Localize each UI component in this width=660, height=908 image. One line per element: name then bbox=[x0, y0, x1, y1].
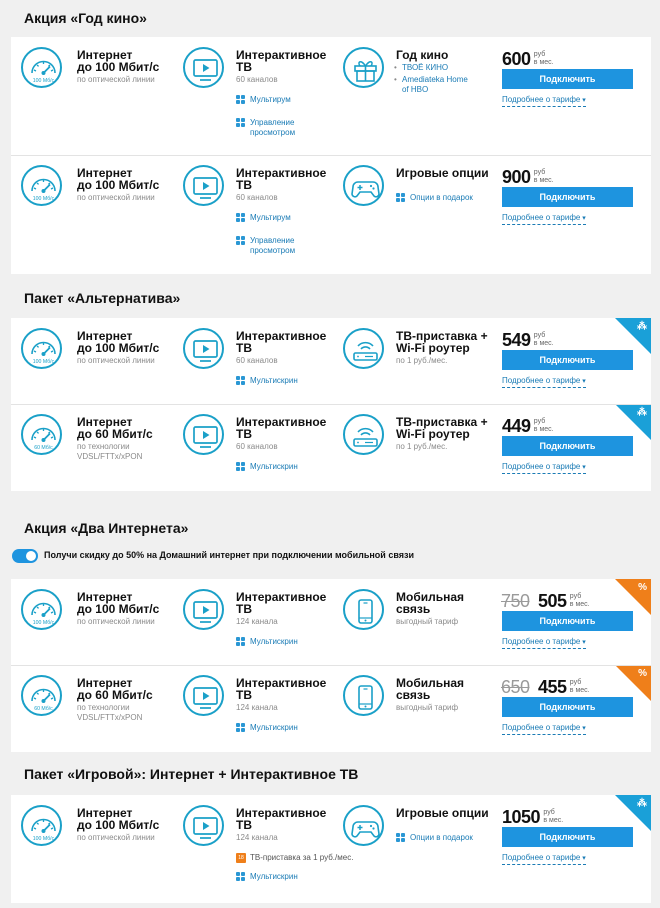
tv-channels: 124 канала bbox=[236, 703, 278, 712]
option-feature-link[interactable]: Опции в подарок bbox=[410, 193, 473, 203]
price-unit: руб в мес. bbox=[533, 51, 554, 66]
router-icon bbox=[343, 328, 384, 369]
squares-icon bbox=[236, 236, 246, 246]
tv-title: Интерактивное ТВ bbox=[236, 166, 327, 192]
internet-subtitle: по оптической линии bbox=[77, 617, 155, 626]
speedometer-icon bbox=[21, 47, 62, 88]
internet-subtitle: по оптической линии bbox=[77, 75, 155, 84]
tv-channels: 124 канала bbox=[236, 833, 278, 842]
tv-feature-link[interactable]: Мультирум bbox=[250, 95, 291, 105]
tv-icon bbox=[183, 47, 224, 88]
tv-title: Интерактивное ТВ bbox=[236, 590, 327, 616]
tariff-row bbox=[11, 37, 651, 155]
price: 505 bbox=[538, 591, 567, 611]
internet-subtitle: по оптической линии bbox=[77, 356, 155, 365]
percent-icon: % bbox=[638, 668, 647, 679]
speedometer-icon bbox=[21, 328, 62, 369]
tv-title: Интерактивное ТВ bbox=[236, 806, 327, 832]
option-bullet-link[interactable]: • ТВОЁ КИНО bbox=[402, 63, 448, 73]
squares-icon bbox=[236, 637, 246, 647]
svg-text:60 Мб/с: 60 Мб/с bbox=[34, 706, 53, 712]
option-subtitle: выгодный тариф bbox=[396, 703, 459, 712]
tariff-details-link[interactable]: Подробнее о тарифе ▾ bbox=[502, 853, 586, 865]
price: 1050 bbox=[502, 807, 541, 827]
squares-icon bbox=[396, 833, 406, 843]
svg-text:100 Мб/с: 100 Мб/с bbox=[32, 359, 55, 365]
price-unit: руб в мес. bbox=[543, 809, 564, 824]
squares-icon bbox=[236, 462, 246, 472]
tariff-row bbox=[11, 155, 651, 274]
tariff-card bbox=[11, 37, 651, 274]
tv-feature-link[interactable]: Мультискрин bbox=[250, 723, 298, 733]
svg-text:100 Мб/с: 100 Мб/с bbox=[32, 78, 55, 84]
tv-title: Интерактивное ТВ bbox=[236, 329, 327, 355]
tariff-row bbox=[11, 795, 651, 903]
tariff-card bbox=[11, 795, 651, 903]
tariff-card bbox=[11, 318, 651, 491]
internet-title: Интернет до 60 Мбит/с bbox=[77, 415, 153, 441]
age-badge: 18 bbox=[236, 853, 246, 863]
option-title: Мобильная связь bbox=[396, 676, 465, 702]
internet-subtitle: по оптической линии bbox=[77, 833, 155, 842]
tv-title: Интерактивное ТВ bbox=[236, 48, 327, 74]
svg-text:100 Мб/с: 100 Мб/с bbox=[32, 620, 55, 626]
tariff-details-link[interactable]: Подробнее о тарифе ▾ bbox=[502, 213, 586, 225]
squares-icon bbox=[236, 872, 246, 882]
gamepad-icon bbox=[343, 805, 384, 846]
tariff-details-link[interactable]: Подробнее о тарифе ▾ bbox=[502, 95, 586, 107]
internet-title: Интернет до 100 Мбит/с bbox=[77, 48, 160, 74]
speedometer-icon bbox=[21, 414, 62, 455]
option-title: Год кино bbox=[396, 48, 449, 62]
tariff-details-link[interactable]: Подробнее о тарифе ▾ bbox=[502, 462, 586, 474]
price: 449 bbox=[502, 416, 531, 436]
tariff-row bbox=[11, 318, 651, 404]
price: 900 bbox=[502, 167, 531, 187]
option-title: ТВ-приставка + Wi-Fi роутер bbox=[396, 329, 488, 355]
info-icon: ⁂ bbox=[637, 407, 647, 418]
tariff-row bbox=[11, 579, 651, 665]
price-unit: руб в мес. bbox=[569, 593, 590, 608]
tv-icon bbox=[183, 805, 224, 846]
section-title: Акция «Два Интернета» bbox=[24, 520, 189, 536]
option-title: ТВ-приставка + Wi-Fi роутер bbox=[396, 415, 488, 441]
internet-title: Интернет до 60 Мбит/с bbox=[77, 676, 153, 702]
tv-feature-link[interactable]: Мультискрин bbox=[250, 376, 298, 386]
option-subtitle: по 1 руб./мес. bbox=[396, 356, 448, 365]
tv-icon bbox=[183, 165, 224, 206]
gamepad-icon bbox=[343, 165, 384, 206]
option-subtitle: выгодный тариф bbox=[396, 617, 459, 626]
tv-channels: 60 каналов bbox=[236, 75, 278, 84]
section-title: Пакет «Игровой»: Интернет + Интерактивное ТВ bbox=[24, 766, 359, 782]
speedometer-icon bbox=[21, 805, 62, 846]
squares-icon bbox=[236, 213, 246, 223]
tariff-details-link[interactable]: Подробнее о тарифе ▾ bbox=[502, 637, 586, 649]
price-unit: руб в мес. bbox=[569, 679, 590, 694]
section-title: Акция «Год кино» bbox=[24, 10, 147, 26]
tv-channels: 60 каналов bbox=[236, 442, 278, 451]
internet-subtitle: по технологии VDSL/FTTx/xPON bbox=[77, 442, 143, 461]
internet-subtitle: по технологии VDSL/FTTx/xPON bbox=[77, 703, 143, 722]
tv-feature-link[interactable]: Мультискрин bbox=[250, 462, 298, 472]
speedometer-icon bbox=[21, 165, 62, 206]
tv-channels: 60 каналов bbox=[236, 193, 278, 202]
internet-title: Интернет до 100 Мбит/с bbox=[77, 329, 160, 355]
tv-channels: 60 каналов bbox=[236, 356, 278, 365]
tariff-row bbox=[11, 665, 651, 752]
squares-icon bbox=[236, 376, 246, 386]
connect-button[interactable]: Подключить bbox=[502, 436, 633, 456]
option-title: Мобильная связь bbox=[396, 590, 465, 616]
price-unit: руб в мес. bbox=[533, 418, 554, 433]
tariff-row bbox=[11, 404, 651, 491]
price: 549 bbox=[502, 330, 531, 350]
discount-toggle[interactable] bbox=[12, 549, 38, 563]
squares-icon bbox=[236, 723, 246, 733]
squares-icon bbox=[396, 193, 406, 203]
option-title: Игровые опции bbox=[396, 806, 489, 820]
option-subtitle: по 1 руб./мес. bbox=[396, 442, 448, 451]
discount-toggle-label: Получи скидку до 50% на Домашний интернет при подключении мобильной связи bbox=[44, 550, 415, 560]
info-icon: ⁂ bbox=[637, 321, 647, 332]
speedometer-icon bbox=[21, 675, 62, 716]
tariff-details-link[interactable]: Подробнее о тарифе ▾ bbox=[502, 723, 586, 735]
option-feature-link[interactable]: Опции в подарок bbox=[410, 833, 473, 843]
phone-icon bbox=[343, 675, 384, 716]
router-icon bbox=[343, 414, 384, 455]
squares-icon bbox=[236, 118, 246, 128]
connect-button[interactable]: Подключить bbox=[502, 350, 633, 370]
phone-icon bbox=[343, 589, 384, 630]
connect-button[interactable]: Подключить bbox=[502, 611, 633, 631]
option-title: Игровые опции bbox=[396, 166, 489, 180]
svg-text:60 Мб/с: 60 Мб/с bbox=[34, 445, 53, 451]
squares-icon bbox=[236, 95, 246, 105]
gift-icon bbox=[343, 47, 384, 88]
tariff-card bbox=[11, 579, 651, 752]
tariff-details-link[interactable]: Подробнее о тарифе ▾ bbox=[502, 376, 586, 388]
tv-feature-link[interactable]: Мультискрин bbox=[250, 637, 298, 647]
price-unit: руб в мес. bbox=[533, 332, 554, 347]
internet-title: Интернет до 100 Мбит/с bbox=[77, 806, 160, 832]
tv-feature-link[interactable]: Управление просмотром bbox=[250, 236, 295, 256]
connect-button[interactable]: Подключить bbox=[502, 69, 633, 89]
price: 455 bbox=[538, 677, 567, 697]
svg-text:100 Мб/с: 100 Мб/с bbox=[32, 196, 55, 202]
row-divider bbox=[11, 404, 651, 405]
tv-feature-link[interactable]: Управление просмотром bbox=[250, 118, 295, 138]
section-title: Пакет «Альтернатива» bbox=[24, 290, 181, 306]
svg-text:100 Мб/с: 100 Мб/с bbox=[32, 836, 55, 842]
tv-feature-link[interactable]: Мультирум bbox=[250, 213, 291, 223]
row-divider bbox=[11, 665, 651, 666]
option-bullet-link[interactable]: • Amediateka Home of HBO bbox=[402, 75, 468, 95]
price-unit: руб в мес. bbox=[533, 169, 554, 184]
tv-channels: 124 канала bbox=[236, 617, 278, 626]
speedometer-icon bbox=[21, 589, 62, 630]
price: 600 bbox=[502, 49, 531, 69]
internet-subtitle: по оптической линии bbox=[77, 193, 155, 202]
tv-icon bbox=[183, 414, 224, 455]
tv-icon bbox=[183, 328, 224, 369]
old-price: 750 bbox=[501, 591, 530, 611]
connect-button[interactable]: Подключить bbox=[502, 827, 633, 847]
tv-extra-offer: ТВ-приставка за 1 руб./мес. bbox=[250, 853, 354, 862]
info-icon: ⁂ bbox=[637, 798, 647, 809]
tv-title: Интерактивное ТВ bbox=[236, 415, 327, 441]
old-price: 650 bbox=[501, 677, 530, 697]
internet-title: Интернет до 100 Мбит/с bbox=[77, 590, 160, 616]
tv-icon bbox=[183, 675, 224, 716]
tv-icon bbox=[183, 589, 224, 630]
connect-button[interactable]: Подключить bbox=[502, 187, 633, 207]
tv-title: Интерактивное ТВ bbox=[236, 676, 327, 702]
tv-feature-link[interactable]: Мультискрин bbox=[250, 872, 298, 882]
row-divider bbox=[11, 155, 651, 156]
percent-icon: % bbox=[638, 582, 647, 593]
connect-button[interactable]: Подключить bbox=[502, 697, 633, 717]
internet-title: Интернет до 100 Мбит/с bbox=[77, 166, 160, 192]
